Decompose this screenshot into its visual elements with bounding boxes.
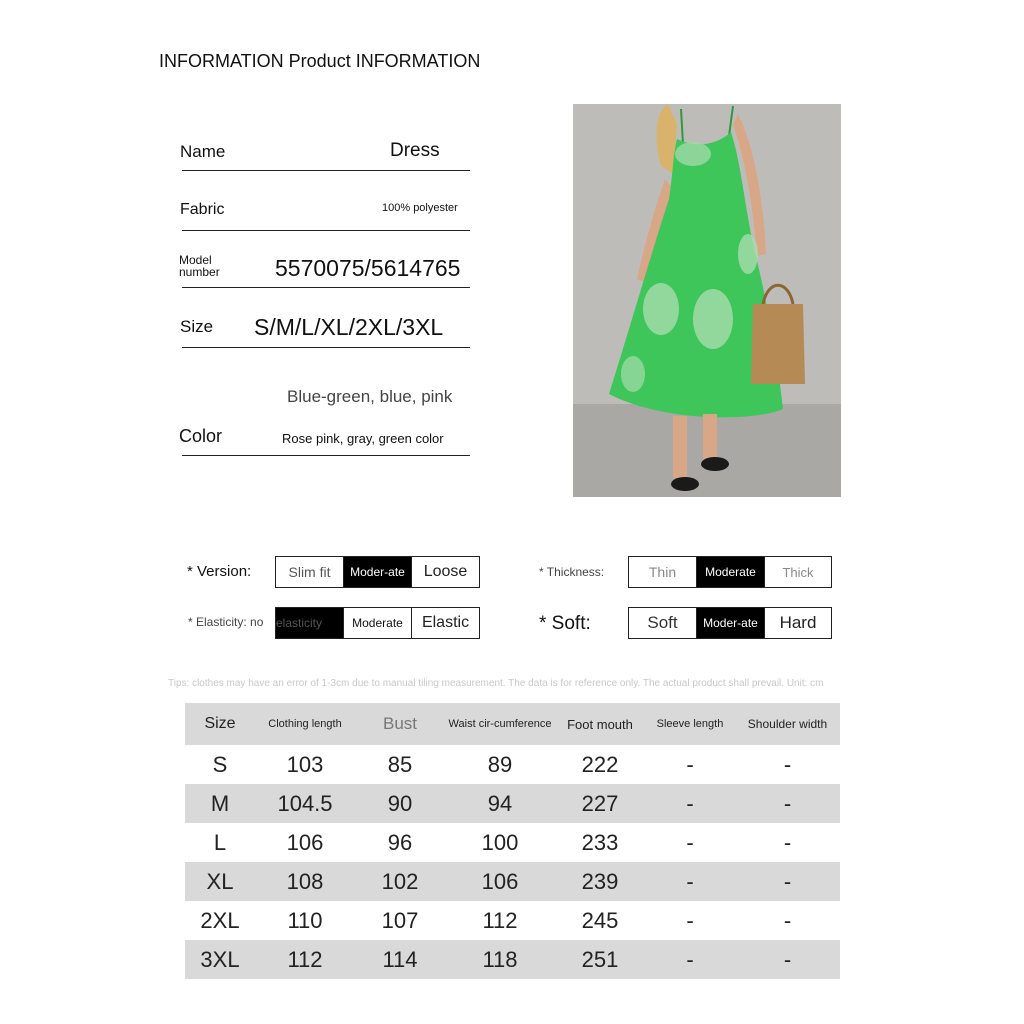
table-cell: 96: [387, 829, 413, 855]
table-cell: 102: [355, 862, 445, 901]
table-cell: 85: [387, 751, 413, 777]
tips-note: Tips: clothes may have an error of 1-3cm due to manual tiling measurement. The data is for reference only. The actual product shall prevail. Unit: cm: [168, 678, 824, 689]
page-title: INFORMATION Product INFORMATION: [159, 51, 481, 71]
table-cell: 112: [255, 940, 355, 979]
soft-selector: [628, 607, 832, 639]
table-cell: 100: [481, 829, 519, 855]
color-label: Color: [179, 426, 223, 446]
version-option-loose: Loose: [423, 563, 468, 580]
table-cell: 3XL: [185, 940, 255, 979]
divider: [182, 230, 470, 231]
thickness-option-thin: Thin: [629, 557, 697, 587]
header-foot-mouth: Foot mouth: [555, 703, 645, 745]
thickness-option-thick: Thick: [782, 564, 814, 580]
table-cell: 94: [445, 784, 555, 823]
soft-option-soft: Soft: [629, 608, 697, 638]
name-label: Name: [180, 142, 226, 161]
table-cell: -: [645, 784, 735, 823]
table-cell: -: [686, 829, 694, 855]
table-cell: 106: [286, 829, 324, 855]
table-cell: -: [735, 862, 840, 901]
table-cell: 2XL: [200, 907, 240, 933]
table-cell: 245: [581, 907, 619, 933]
elasticity-selector: [275, 607, 480, 639]
header-bust: Bust: [355, 703, 445, 745]
table-cell: 251: [555, 940, 645, 979]
soft-label: * Soft:: [539, 613, 591, 634]
table-row: [185, 940, 840, 979]
table-cell: S: [212, 751, 228, 777]
header-shoulder-width: Shoulder width: [735, 703, 840, 745]
table-row: [185, 823, 840, 862]
table-cell: L: [213, 829, 227, 855]
table-cell: -: [783, 907, 792, 933]
table-row: [185, 745, 840, 784]
table-cell: 118: [445, 940, 555, 979]
table-cell: XL: [185, 862, 255, 901]
table-row: [185, 901, 840, 940]
version-label: * Version:: [187, 563, 252, 580]
dress-model-illustration: [573, 104, 841, 497]
fabric-value: 100% polyester: [382, 202, 458, 214]
model-label: Model number: [179, 253, 220, 279]
size-table-body: [185, 745, 840, 979]
size-table: [185, 703, 840, 979]
table-cell: -: [645, 862, 735, 901]
size-label: Size: [180, 317, 214, 336]
header-waist: Waist cir-cumference: [445, 703, 555, 745]
table-cell: 106: [445, 862, 555, 901]
header-size: Size: [185, 703, 255, 745]
table-cell: 233: [581, 829, 619, 855]
color-value-1: Blue-green, blue, pink: [287, 387, 453, 406]
divider: [182, 287, 470, 288]
table-cell: 103: [286, 751, 324, 777]
table-cell: 89: [487, 751, 513, 777]
header-clothing-length: Clothing length: [255, 703, 355, 745]
soft-option-hard: Hard: [779, 613, 817, 632]
table-cell: 222: [581, 751, 619, 777]
table-cell: -: [686, 907, 694, 933]
table-cell: -: [735, 940, 840, 979]
name-value: Dress: [390, 140, 440, 161]
table-row: [185, 862, 840, 901]
table-cell: 114: [355, 940, 445, 979]
size-value: S/M/L/XL/2XL/3XL: [254, 314, 444, 340]
table-cell: -: [735, 784, 840, 823]
elasticity-label: * Elasticity: no: [188, 615, 264, 629]
elasticity-option-elastic: Elastic: [421, 614, 470, 631]
fabric-label: Fabric: [180, 201, 225, 218]
thickness-label: * Thickness:: [539, 565, 605, 579]
table-cell: 227: [555, 784, 645, 823]
table-cell: 90: [355, 784, 445, 823]
soft-option-moderate: Moder-ate: [697, 608, 765, 638]
thickness-option-moderate: Moderate: [697, 557, 765, 587]
divider: [182, 347, 470, 348]
version-option-slim-fit: Slim fit: [276, 557, 344, 587]
divider: [182, 170, 470, 171]
table-cell: 112: [482, 907, 518, 933]
table-cell: 239: [555, 862, 645, 901]
model-value: 5570075/5614765: [275, 255, 461, 281]
table-cell: 110: [287, 907, 323, 933]
table-cell: -: [783, 751, 792, 777]
table-cell: -: [783, 829, 792, 855]
table-row: [185, 784, 840, 823]
version-option-moderate: Moder-ate: [344, 557, 412, 587]
header-sleeve-length: Sleeve length: [645, 703, 735, 745]
divider: [182, 455, 470, 456]
table-header-row: [185, 703, 840, 745]
table-cell: 104.5: [255, 784, 355, 823]
elasticity-option-moderate: Moderate: [344, 608, 412, 638]
version-selector: [275, 556, 480, 588]
table-cell: 107: [381, 907, 419, 933]
thickness-selector: [628, 556, 832, 588]
elasticity-option-no-elasticity: elasticity: [276, 608, 344, 638]
color-value-2: Rose pink, gray, green color: [282, 431, 444, 446]
table-cell: M: [185, 784, 255, 823]
product-photo: [573, 104, 841, 497]
table-cell: -: [686, 751, 694, 777]
table-cell: 108: [255, 862, 355, 901]
table-cell: -: [645, 940, 735, 979]
